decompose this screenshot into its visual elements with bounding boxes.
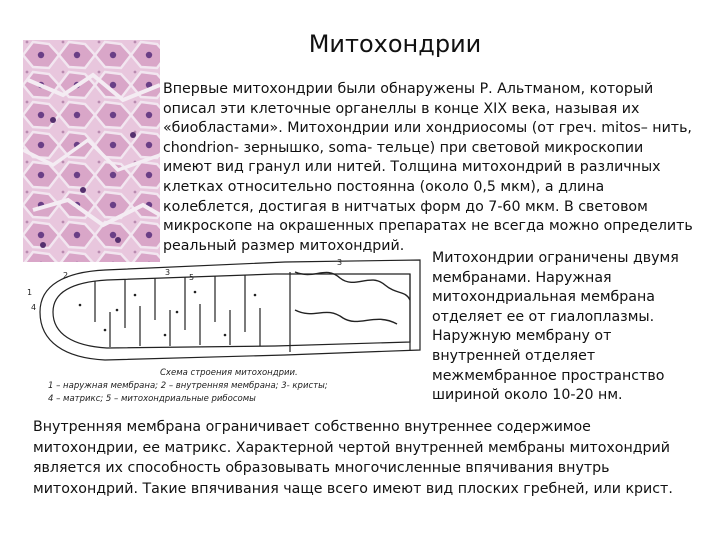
histology-micrograph: [23, 40, 160, 262]
label-5: 5: [189, 273, 195, 282]
slide-title: Митохондрии: [308, 30, 482, 58]
diagram-caption-line2: 4 – матрикс; 5 – митохондриальные рибосомы: [48, 394, 256, 404]
diagram-caption-title: Схема строения митохондрии.: [160, 368, 298, 378]
label-1: 1: [27, 288, 33, 297]
inner-membrane-paragraph: Внутренняя мембрана ограничивает собственно внутреннее содержимое митохондрии, ее матрикс. Характерной чертой внутренней мембраны митохондрий является их способность образовывать многочисленные впячивания внутрь митохондрий. Такие впячивания чаще всего имеют вид плоских гребней, или крист.: [33, 419, 673, 497]
label-3: 3: [165, 268, 171, 277]
label-2: 2: [63, 271, 69, 280]
label-4: 4: [31, 303, 37, 312]
membranes-paragraph: Митохондрии ограничены двумя мембранами. Наружная митохондриальная мембрана отделяет ее от гиалоплазмы. Наружную мембрану от внутренней отделяет межмембранное пространство шириной около 10-20 нм.: [432, 250, 679, 404]
intro-paragraph: Впервые митохондрии были обнаружены Р. Альтманом, который описал эти клеточные органеллы в конце XIX века, называя их «биобластами». Митохондрии или хондриосомы (от греч. mitos– нить, chondrion- зернышко, soma- тельце) при световой микроскопии имеют вид гранул или нитей. Толщина митохондрий в различных клетках относительно постоянна (около 0,5 мкм), а длина колеблется, достигая в нитчатых форм до 7-60 мкм. В световом микроскопе на окрашенных препаратах не всегда можно определить реальный размер митохондрий.: [163, 81, 693, 254]
diagram-caption-line1: 1 – наружная мембрана; 2 – внутренняя мембрана; 3- кристы;: [48, 381, 328, 391]
mitochondrion-diagram: [25, 250, 425, 370]
label-3b: 3: [337, 258, 343, 267]
inner-membrane: [53, 274, 410, 348]
